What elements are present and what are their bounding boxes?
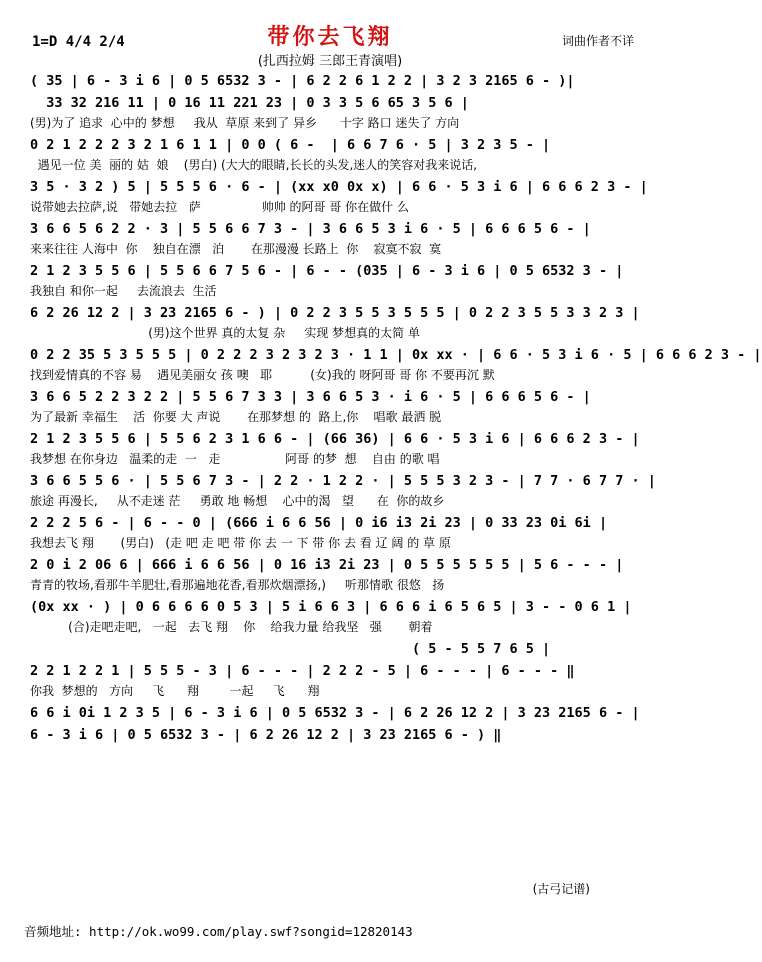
jianpu-score	[30, 70, 762, 746]
melody-line: 2 1 2 3 5 5 6 | 5 5 6 6 7 5 6 - | 6 - - (035 | 6 - 3 i 6 | 0 5 6532 3 - |	[30, 263, 624, 279]
lyric-line: 你我 梦想的 方向 飞 翔 一起 飞 翔	[30, 684, 320, 698]
melody-line: 2 2 2 5 6 - | 6 - - 0 | (666 i 6 6 56 | 0 i6 i3 2i 23 | 0 33 23 0i 6i |	[30, 515, 608, 531]
melody-line: 3 6 6 5 5 6 · | 5 5 6 7 3 - | 2 2 · 1 2 2 · | 5 5 5 3 2 3 - | 7 7 · 6 7 7 · |	[30, 473, 656, 489]
audio-link[interactable]: 音频地址: http://ok.wo99.com/play.swf?songid=12820143	[24, 924, 413, 939]
melody-line: ( 5 - 5 5 7 6 5 |	[30, 641, 551, 657]
melody-line: 6 2 26 12 2 | 3 23 2165 6 - ) | 0 2 2 3 5 5 3 5 5 5 | 0 2 2 3 5 5 3 3 2 3 |	[30, 305, 640, 321]
lyric-line: 找到爱情真的不容 易 遇见美丽女 孩 噢 耶 (女)我的 呀阿哥 哥 你 不要再沉 默	[30, 368, 495, 382]
melody-line: 6 - 3 i 6 | 0 5 6532 3 - | 6 2 26 12 2 | 3 23 2165 6 - ) ‖	[30, 727, 502, 743]
melody-line: (0x xx · ) | 0 6 6 6 6 0 5 3 | 5 i 6 6 3 | 6 6 6 i 6 5 6 5 | 3 - - 0 6 1 |	[30, 599, 632, 615]
melody-line: 33 32 216 11 | 0 16 11 221 23 | 0 3 3 5 6 65 3 5 6 |	[30, 95, 469, 111]
song-title: 带你去飞翔	[267, 25, 393, 50]
lyric-line: 青青的牧场,看那牛羊肥壮,看那遍地花香,看那炊烟漂扬,) 听那情歌 很悠 扬	[30, 578, 445, 592]
melody-line: 3 6 6 5 2 2 3 2 2 | 5 5 6 7 3 3 | 3 6 6 5 3 · i 6 · 5 | 6 6 6 5 6 - |	[30, 389, 591, 405]
melody-line: 0 2 2 35 5 3 5 5 5 | 0 2 2 2 3 2 3 2 3 · 1 1 | 0x xx · | 6 6 · 5 3 i 6 · 5 | 6 6 6 2 3 - |	[30, 347, 762, 363]
lyric-line: 我独自 和你一起 去流浪去 生活	[30, 284, 217, 298]
lyric-line: (合)走吧走吧, 一起 去飞 翔 你 给我力量 给我坚 强 朝着	[30, 620, 433, 634]
lyric-line: 我梦想 在你身边 温柔的走 一 走 阿哥 的梦 想 自由 的歌 唱	[30, 452, 440, 466]
lyric-line: 来来往往 人海中 你 独自在漂 泊 在那漫漫 长路上 你 寂寞不寂 寞	[30, 242, 442, 256]
lyric-line: (男)这个世界 真的太复 杂 实现 梦想真的太简 单	[30, 326, 420, 340]
lyric-line: 遇见一位 美 丽的 姑 娘 (男白) (大大的眼睛,长长的头发,迷人的笑容对我来说话,	[30, 158, 478, 172]
melody-line: 2 0 i 2 06 6 | 666 i 6 6 56 | 0 16 i3 2i 23 | 0 5 5 5 5 5 5 | 5 6 - - - |	[30, 557, 624, 573]
notator: (古弓记谱)	[532, 882, 590, 896]
melody-line: 2 2 1 2 2 1 | 5 5 5 - 3 | 6 - - - | 2 2 2 - 5 | 6 - - - | 6 - - - ‖	[30, 663, 575, 679]
credits: 词曲作者不详	[561, 34, 634, 48]
melody-line: 3 5 · 3 2 ) 5 | 5 5 5 6 · 6 - | (xx x0 0x x) | 6 6 · 5 3 i 6 | 6 6 6 2 3 - |	[30, 179, 648, 195]
melody-line: 3 6 6 5 6 2 2 · 3 | 5 5 6 6 7 3 - | 3 6 6 5 3 i 6 · 5 | 6 6 6 5 6 - |	[30, 221, 591, 237]
melody-line: ( 35 | 6 - 3 i 6 | 0 5 6532 3 - | 6 2 2 6 1 2 2 | 3 2 3 2165 6 - )|	[30, 73, 575, 89]
melody-line: 6 6 i 0i 1 2 3 5 | 6 - 3 i 6 | 0 5 6532 3 - | 6 2 26 12 2 | 3 23 2165 6 - |	[30, 705, 640, 721]
lyric-line: 我想去飞 翔 (男白) (走 吧 走 吧 带 你 去 一 下 带 你 去 看 辽 阔 的 草 原	[30, 536, 451, 550]
melody-line: 2 1 2 3 5 5 6 | 5 5 6 2 3 1 6 6 - | (66 36) | 6 6 · 5 3 i 6 | 6 6 6 2 3 - |	[30, 431, 640, 447]
header	[0, 18, 660, 69]
melody-line: 0 2 1 2 2 2 3 2 1 6 1 1 | 0 0 ( 6 - | 6 6 7 6 · 5 | 3 2 3 5 - |	[30, 137, 551, 153]
performers: (扎西拉姆 三郎王青演唱)	[257, 54, 403, 69]
lyric-line: 旅途 再漫长, 从不走迷 茫 勇敢 地 畅想 心中的渴 望 在 你的故乡	[30, 494, 445, 508]
lyric-line: 为了最新 幸福生 活 你要 大 声说 在那梦想 的 路上,你 唱歌 最洒 脱	[30, 410, 442, 424]
lyric-line: (男)为了 追求 心中的 梦想 我从 草原 来到了 异乡 十字 路口 迷失了 方向	[30, 116, 460, 130]
lyric-line: 说带她去拉萨,说 带她去拉 萨 帅帅 的阿哥 哥 你在做什 么	[30, 200, 409, 214]
key-signature: 1=D 4/4 2/4	[32, 34, 125, 50]
